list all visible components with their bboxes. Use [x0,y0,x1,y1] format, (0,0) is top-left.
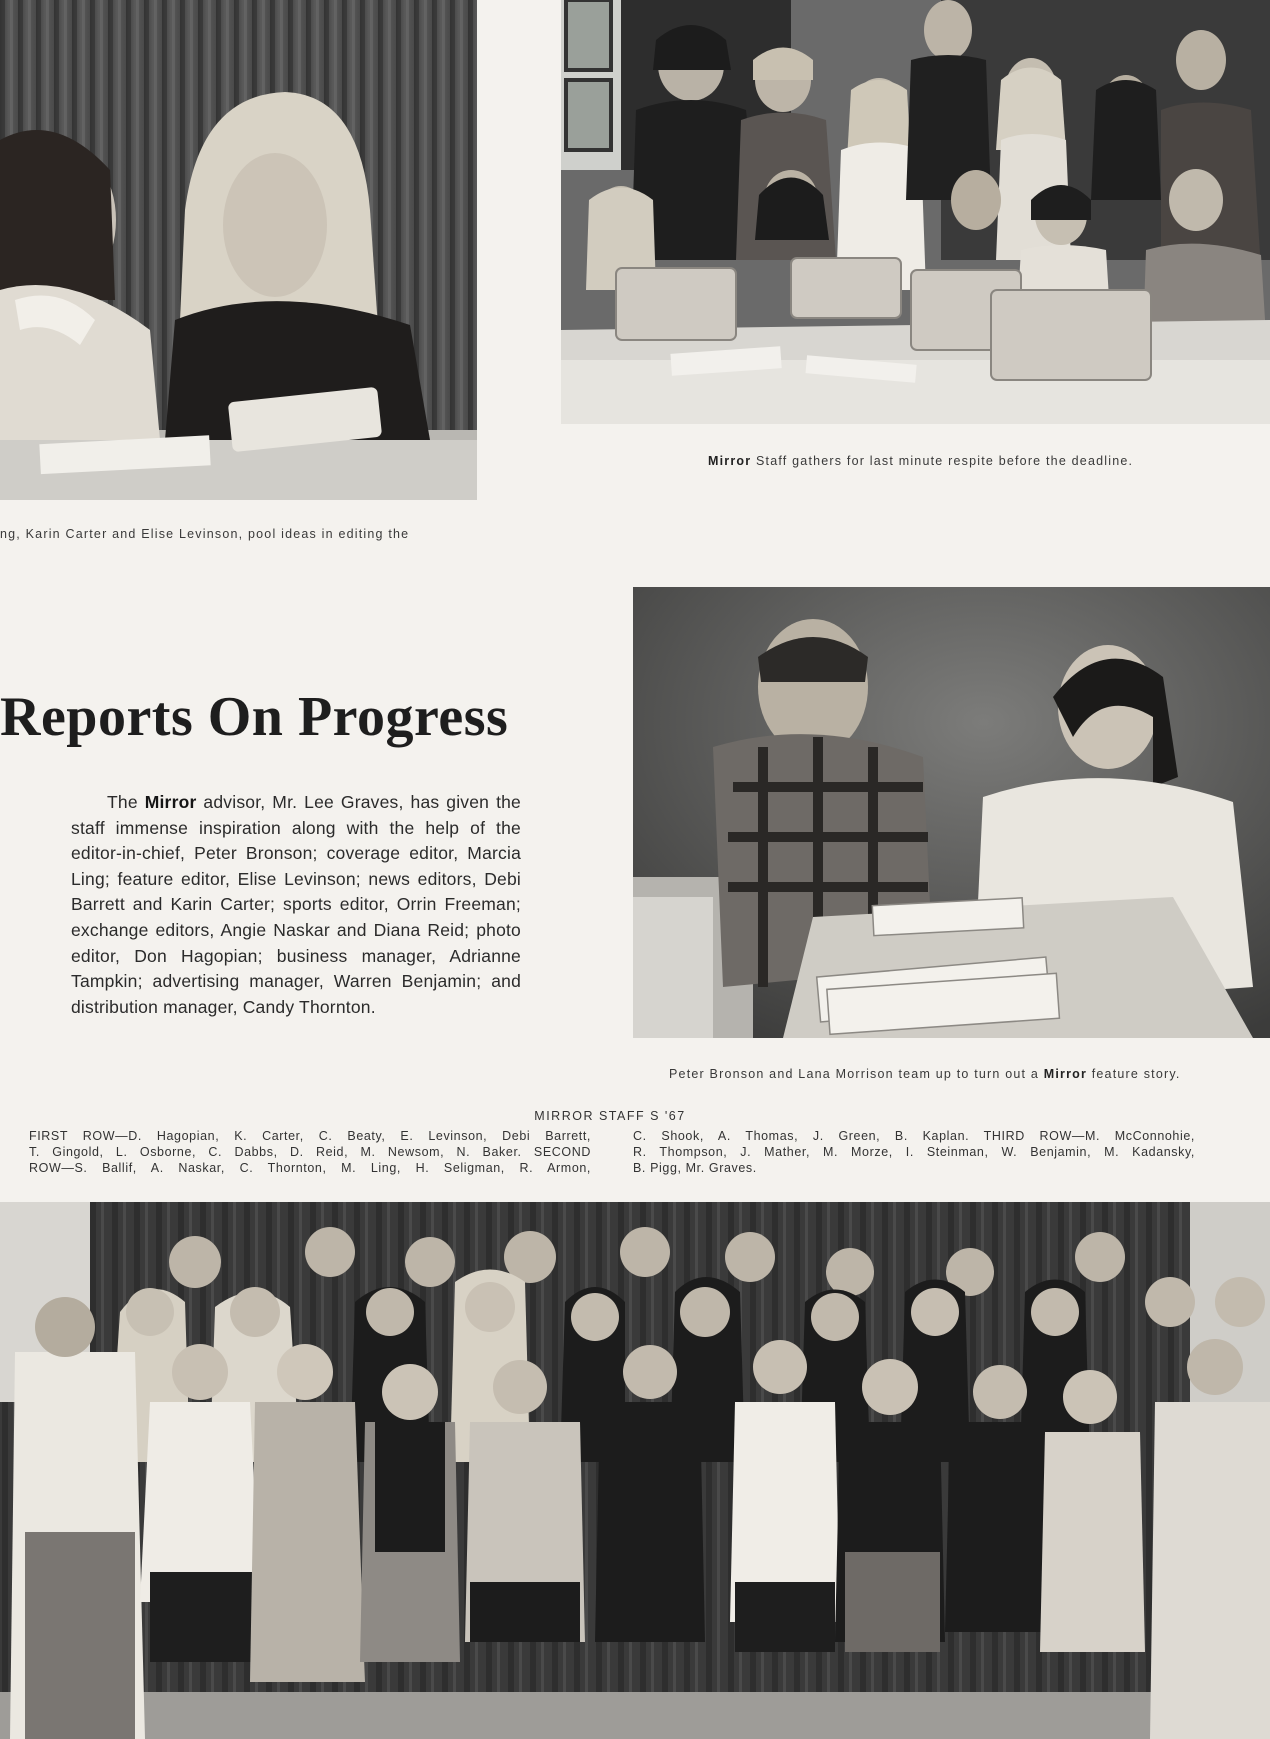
staff-line: ROW—S. Ballif, A. Naskar, C. Thornton, M. Ling, H. Seligman, R. Armon, [29,1161,591,1175]
staff-line: C. Shook, A. Thomas, J. Green, B. Kaplan. THIRD ROW—M. McConnohie, [633,1129,1195,1143]
photo-caption-editors: ng, Karin Carter and Elise Levinson, pool ideas in editing the [0,527,410,541]
publication-name: Mirror [1043,1067,1088,1081]
photo-bronson-morrison [633,587,1270,1038]
photo-caption-mirror-staff: Mirror Staff gathers for last minute respite before the deadline. [708,454,1134,468]
staff-list-left [29,1128,591,1176]
staff-list-title: MIRROR STAFF S '67 [534,1109,686,1123]
staff-line: FIRST ROW—D. Hagopian, K. Carter, C. Beaty, E. Levinson, Debi Barrett, [29,1129,591,1143]
photo-mirror-staff-typewriters [561,0,1270,424]
staff-line: T. Gingold, L. Osborne, C. Dabbs, D. Reid, M. Newsom, N. Baker. SECOND [29,1145,591,1159]
photo-editors-pool-ideas [0,0,477,500]
page-title: Reports On Progress [0,686,509,748]
publication-name: Mirror [708,454,752,468]
publication-name: Mirror [144,792,197,812]
photo-mirror-staff-group [0,1202,1270,1739]
article-body: The Mirror advisor, Mr. Lee Graves, has given the staff immense inspiration along with the help of the editor-in-chief, Peter Bronson; coverage editor, Marcia Ling; feature editor, Elise Levinson; news editors, Debi Barrett and Karin Carter; sports editor, Orrin Freeman; exchange editors, Angie Naskar and Diana Reid; photo editor, Don Hagopian; business manager, Adrianne Tampkin; advertising manager, Warren Benjamin; and distribution manager, Candy Thornton. [71,792,521,1017]
staff-line: R. Thompson, J. Mather, M. Morze, I. Steinman, W. Benjamin, M. Kadansky, [633,1145,1195,1159]
staff-line: B. Pigg, Mr. Graves. [633,1161,757,1175]
photo-caption-feature-story: Peter Bronson and Lana Morrison team up to turn out a Mirror feature story. [669,1067,1181,1081]
staff-list-right [633,1128,1195,1176]
